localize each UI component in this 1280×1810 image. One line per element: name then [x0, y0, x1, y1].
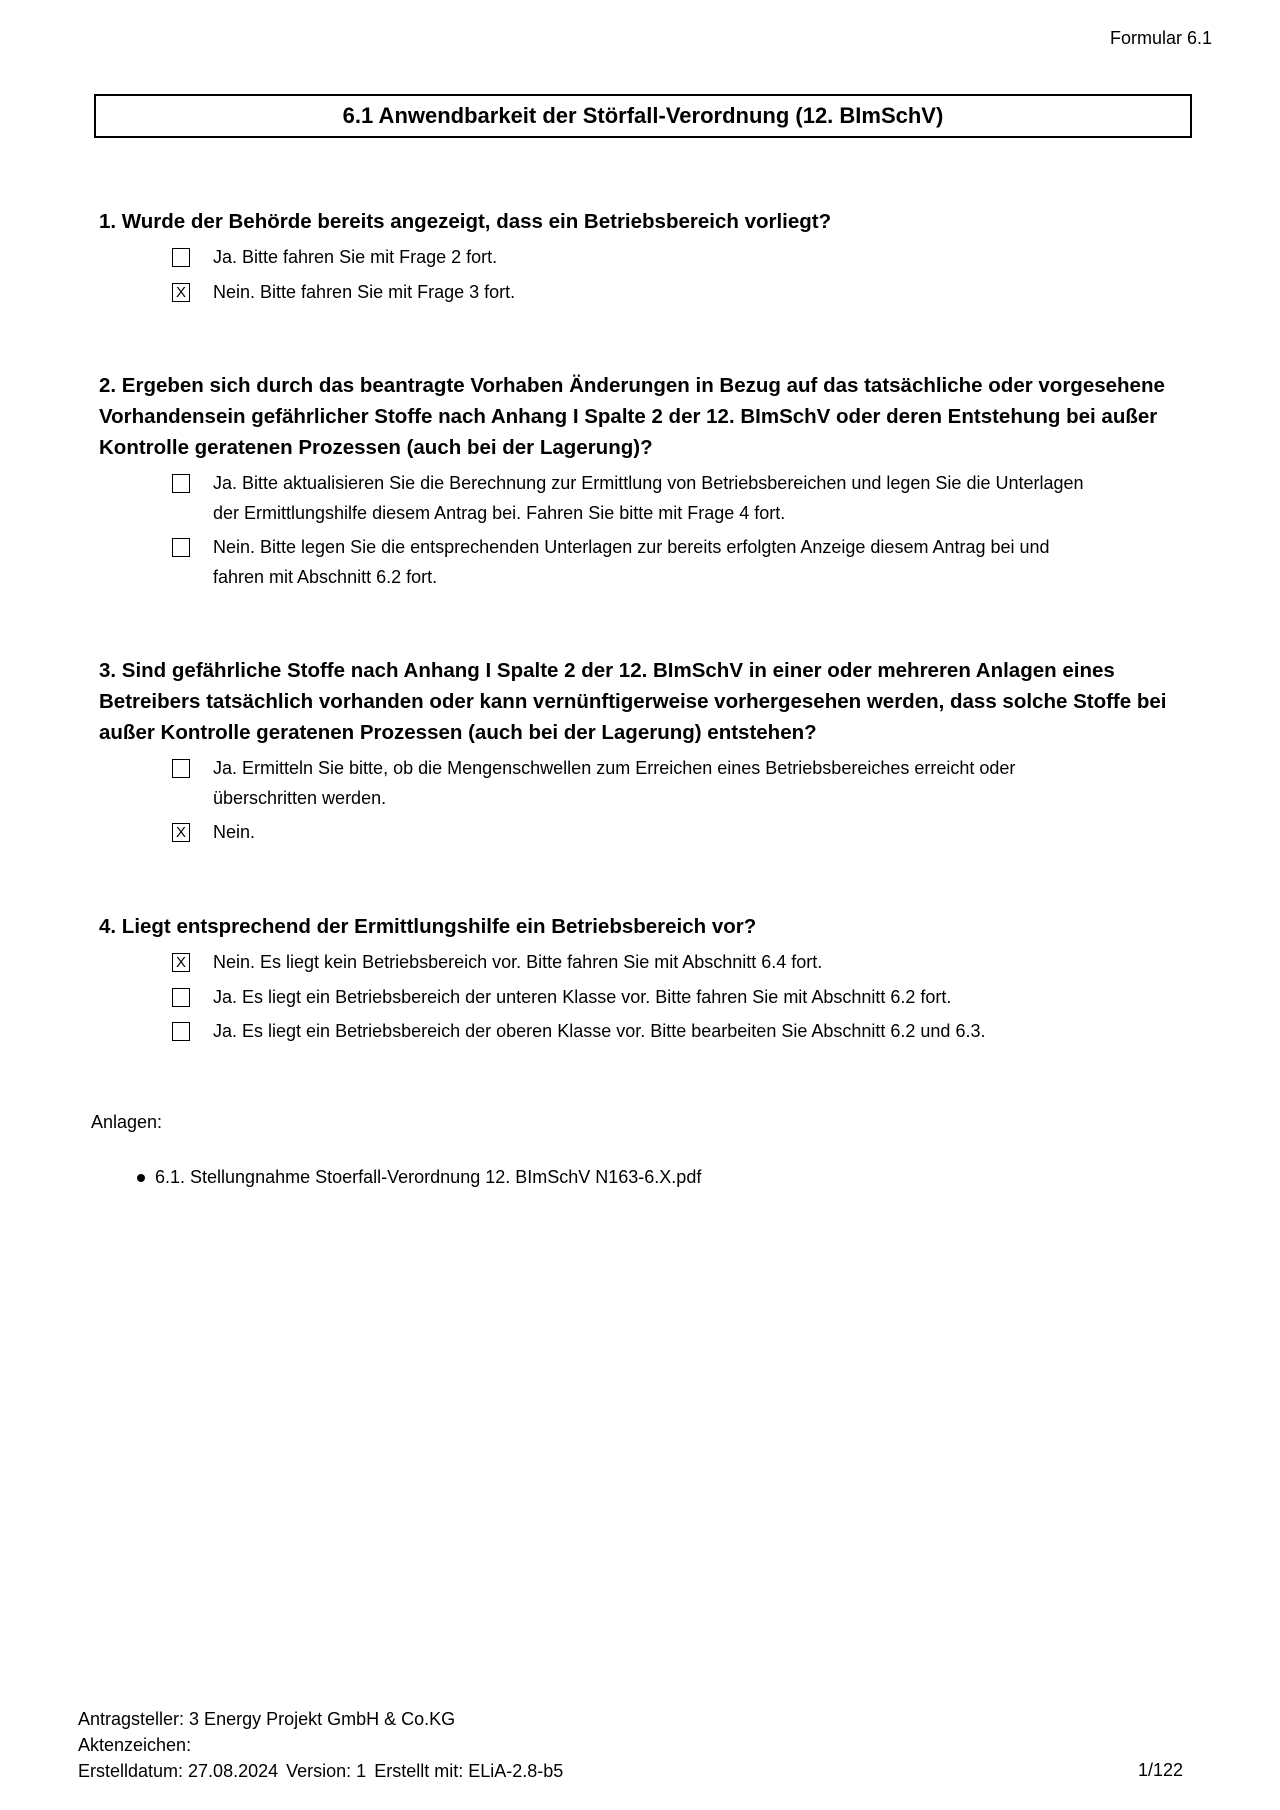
footer-applicant: Antragsteller: 3 Energy Projekt GmbH & Co.KG	[78, 1709, 456, 1729]
footer-created-with: Erstellt mit: ELiA-2.8-b5	[374, 1761, 564, 1781]
option-label: Nein. Es liegt kein Betriebsbereich vor. Bitte fahren Sie mit Abschnitt 6.4 fort.	[213, 952, 823, 972]
question-4-option-2	[172, 983, 1189, 1013]
footer-meta	[78, 1758, 563, 1784]
question-4	[99, 911, 1189, 1052]
option-label: Nein. Bitte legen Sie die entsprechenden Unterlagen zur bereits erfolgten Anzeige diesem Antrag bei und fahren mit Abschnitt 6.2 fort.	[213, 537, 1050, 587]
option-label: Ja. Bitte fahren Sie mit Frage 2 fort.	[213, 247, 498, 267]
question-3-text: 3. Sind gefährliche Stoffe nach Anhang I Spalte 2 der 12. BImSchV in einer oder mehreren Anlagen eines Betreibers tatsächlich vorhanden oder kann vernünftigerweise vorhergesehen werden, dass solche Stoffe bei außer Kontrolle geratenen Prozessen (auch bei der Lagerung) entstehen?	[99, 659, 1167, 744]
question-1	[99, 206, 1189, 312]
question-4-text: 4. Liegt entsprechend der Ermittlungshilfe ein Betriebsbereich vor?	[99, 915, 757, 938]
checkbox[interactable]: X	[172, 283, 190, 302]
footer-reference: Aktenzeichen:	[78, 1735, 192, 1755]
form-number: Formular 6.1	[1109, 28, 1212, 48]
question-2-option-2	[172, 533, 1189, 592]
option-label: Nein.	[213, 822, 256, 842]
question-4-option-1	[172, 948, 1189, 978]
checkbox[interactable]: X	[172, 953, 190, 972]
checkbox[interactable]: X	[172, 823, 190, 842]
checkbox[interactable]	[172, 538, 190, 557]
checkbox[interactable]	[172, 759, 190, 778]
question-2	[99, 370, 1189, 597]
question-4-option-3	[172, 1017, 1189, 1047]
attachment-item	[137, 1167, 701, 1188]
question-1-text: 1. Wurde der Behörde bereits angezeigt, dass ein Betriebsbereich vorliegt?	[99, 210, 832, 233]
attachments-label: Anlagen:	[91, 1112, 163, 1132]
option-label: Ja. Bitte aktualisieren Sie die Berechnung zur Ermittlung von Betriebsbereichen und legen Sie die Unterlagen der Ermittlungshilfe diesem Antrag bei. Fahren Sie bitte mit Frage 4 fort.	[213, 473, 1084, 523]
question-2-text: 2. Ergeben sich durch das beantragte Vorhaben Änderungen in Bezug auf das tatsächliche oder vorgesehene Vorhandensein gefährlicher Stoffe nach Anhang I Spalte 2 der 12. BImSchV oder deren Entstehung bei außer Kontrolle geratenen Prozessen (auch bei der Lagerung)?	[99, 374, 1165, 459]
page-title: 6.1 Anwendbarkeit der Störfall-Verordnung (12. BImSchV)	[94, 94, 1192, 138]
attachment-link[interactable]: 6.1. Stellungnahme Stoerfall-Verordnung 12. BImSchV N163-6.X.pdf	[155, 1167, 702, 1187]
footer	[78, 1706, 563, 1784]
question-3-option-1	[172, 754, 1189, 813]
question-1-option-2	[172, 278, 1189, 308]
page-number: 1/122	[1137, 1760, 1183, 1780]
question-3	[99, 655, 1189, 853]
question-3-option-2	[172, 818, 1189, 848]
checkbox[interactable]	[172, 248, 190, 267]
checkbox[interactable]	[172, 1022, 190, 1041]
question-1-option-1	[172, 243, 1189, 273]
bullet-icon	[137, 1174, 145, 1182]
option-label: Ja. Es liegt ein Betriebsbereich der unteren Klasse vor. Bitte fahren Sie mit Abschnitt 6.2 fort.	[213, 986, 952, 1007]
option-label: Nein. Bitte fahren Sie mit Frage 3 fort.	[213, 281, 516, 302]
option-label: Ja. Es liegt ein Betriebsbereich der oberen Klasse vor. Bitte bearbeiten Sie Abschnitt 6.2 und 6.3.	[213, 1021, 986, 1041]
question-2-option-1	[172, 469, 1189, 528]
checkbox[interactable]	[172, 474, 190, 493]
footer-version: Version: 1	[286, 1761, 367, 1781]
footer-created-date: Erstelldatum: 27.08.2024	[78, 1761, 279, 1781]
option-label: Ja. Ermitteln Sie bitte, ob die Mengenschwellen zum Erreichen eines Betriebsbereiches erreicht oder überschritten werden.	[213, 758, 1016, 808]
checkbox[interactable]	[172, 988, 190, 1007]
